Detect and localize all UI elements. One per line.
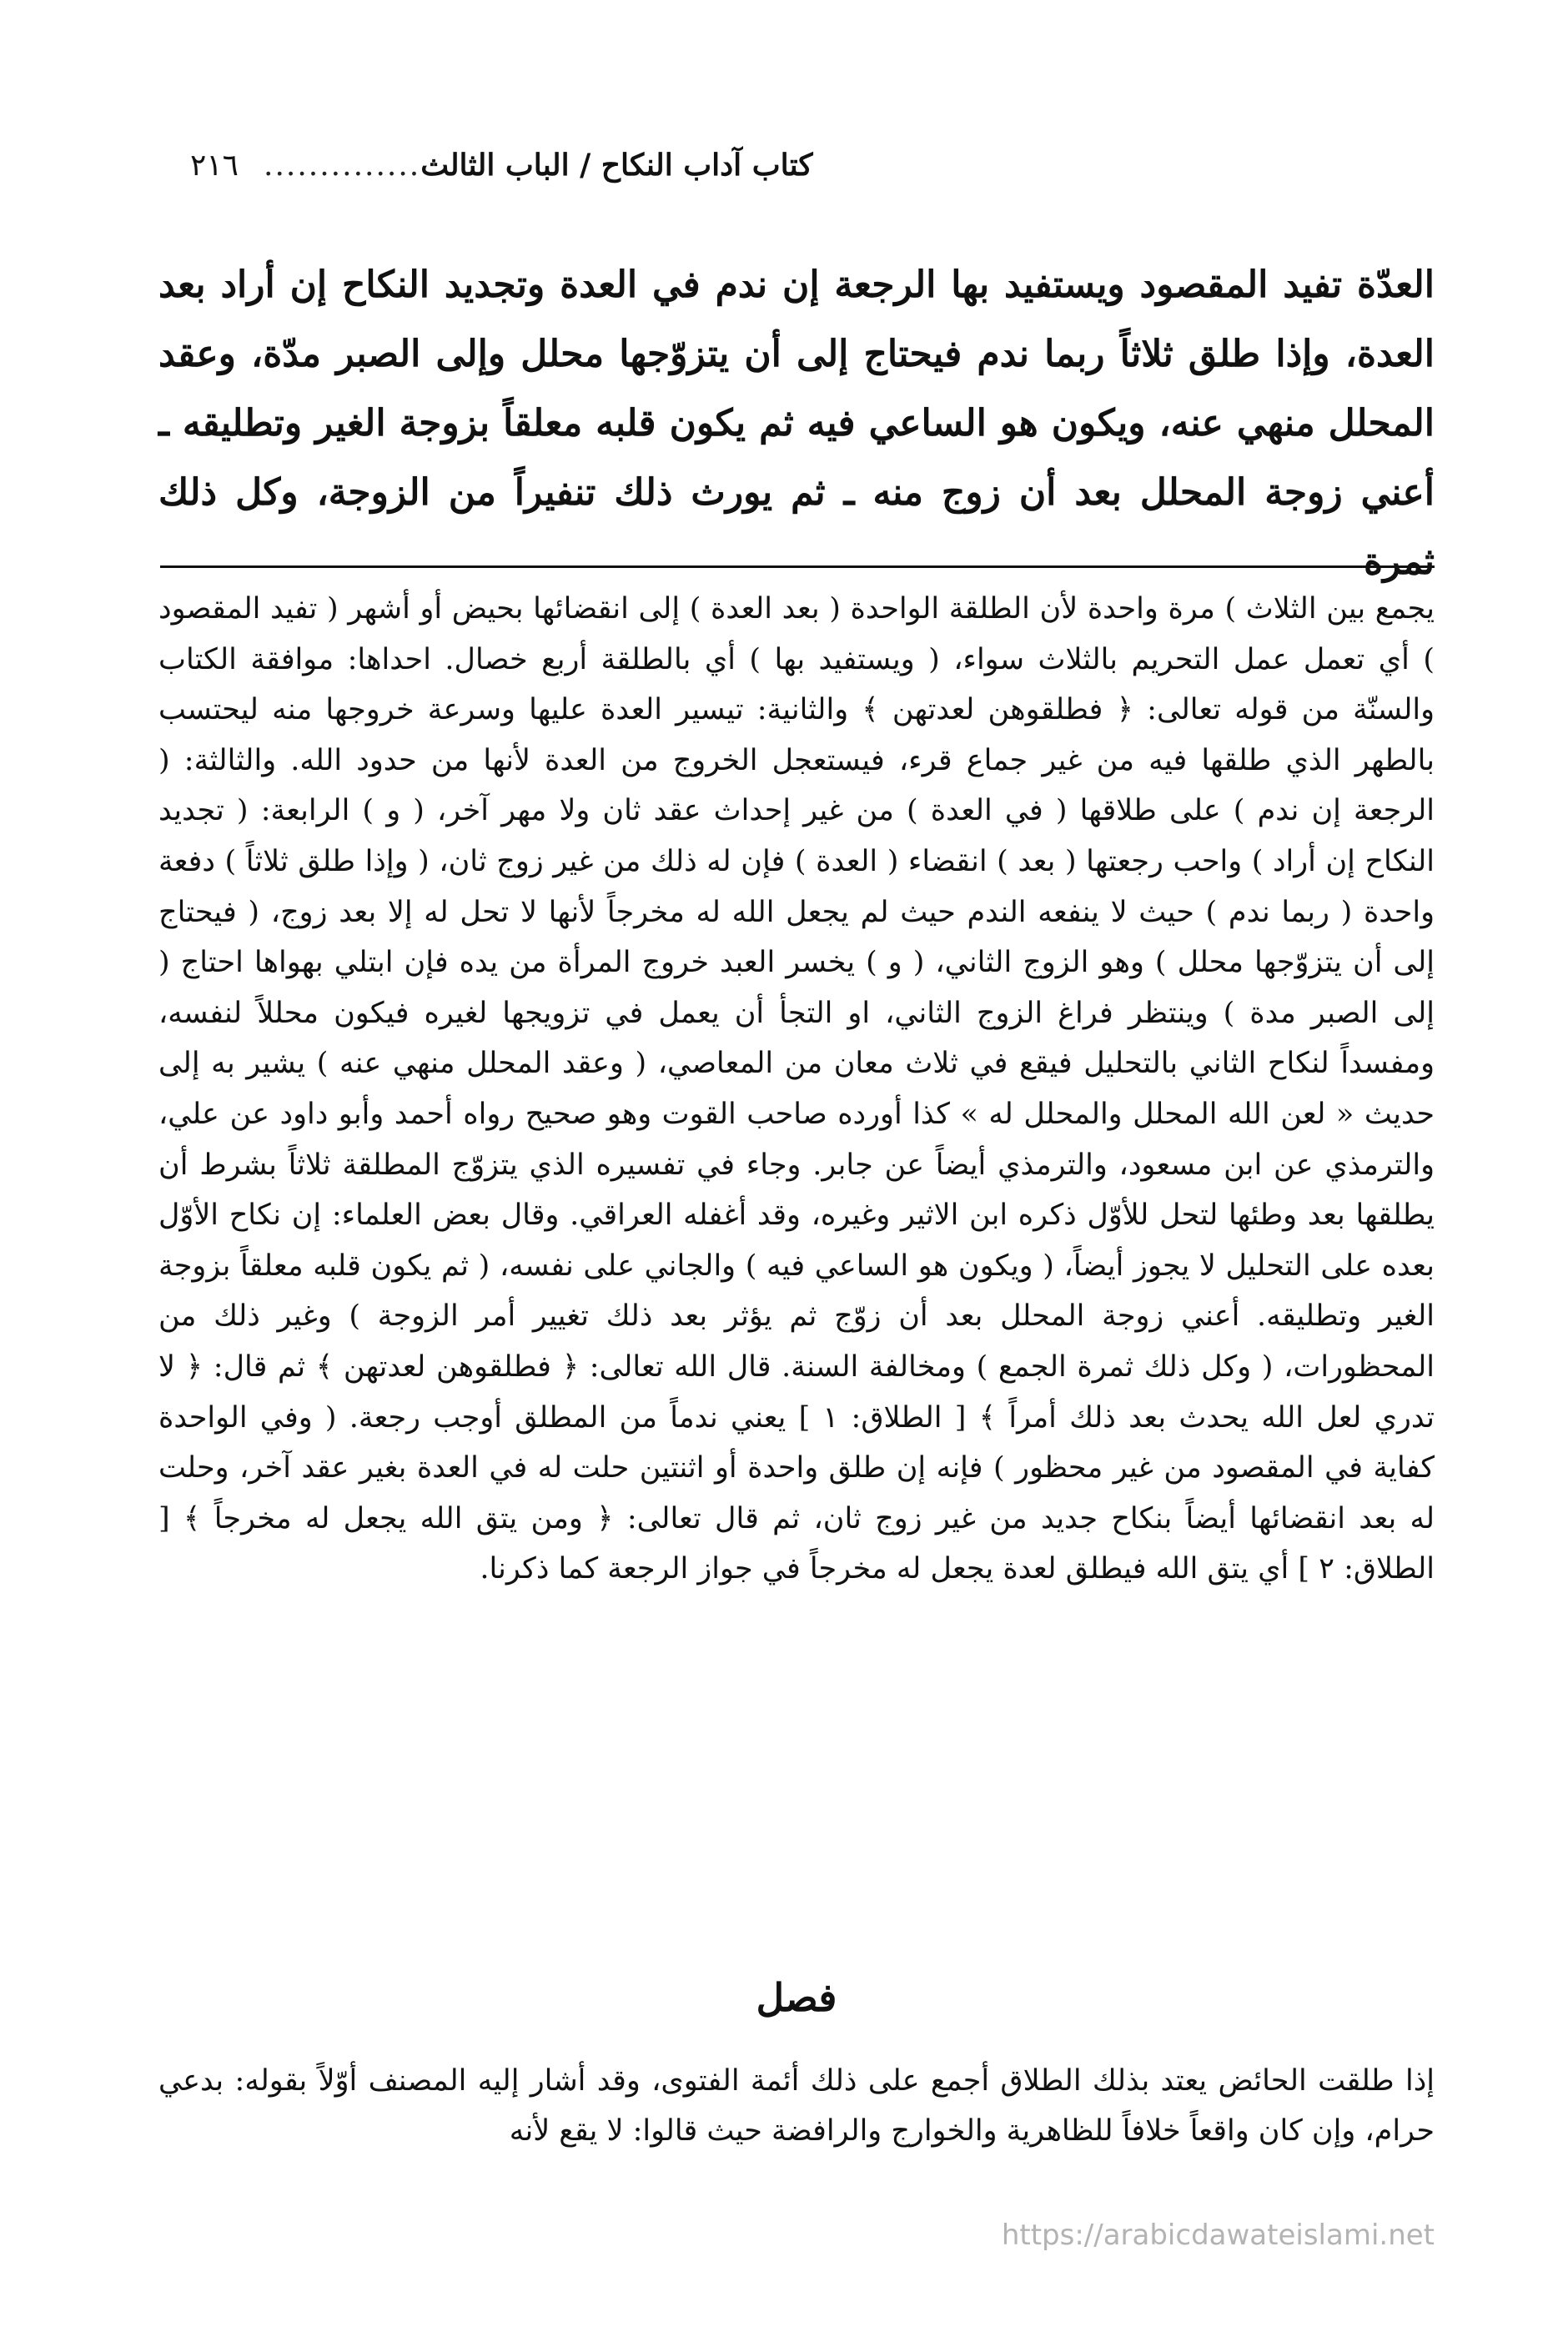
main-paragraph: العدّة تفيد المقصود ويستفيد بها الرجعة إن ندم في العدة وتجديد النكاح إن أراد بعد العدة، وإذا طلق ثلاثاً ربما ندم فيحتاج إلى أن يتزوّجها محلل وإلى الصبر مدّة، وعقد المحلل منهي عنه، ويكون هو الساعي فيه ثم يكون قلبه معلقاً بزوجة الغير وتطليقه ـ أعني زوجة المحلل بعد أن زوج منه ـ ثم يورث ذلك تنفيراً من الزوجة، وكل ذلك ثمرة	[158, 264, 1435, 583]
running-title: كتاب آداب النكاح / الباب الثالث	[420, 148, 813, 183]
page-number: ٢١٦	[190, 148, 239, 183]
section-heading: فصل	[756, 1975, 837, 2020]
commentary-paragraph: يجمع بين الثلاث ) مرة واحدة لأن الطلقة الواحدة ( بعد العدة ) إلى انقضائها بحيض أو أشهر ( تفيد المقصود ) أي تعمل عمل التحريم بالثلاث سواء، ( ويستفيد بها ) أي بالطلقة أربع خصال. احداها: موافقة الكتاب والسنّة من قوله تعالى: ﴿ فطلقوهن لعدتهن ﴾ والثانية: تيسير العدة عليها وسرعة خروجها منه ليحتسب بالطهر الذي طلقها فيه من غير جماع قرء، فيستعجل الخروج من العدة لأنها من حدود الله. والثالثة: ( الرجعة إن ندم ) على طلاقها ( في العدة ) من غير إحداث عقد ثان ولا مهر آخر، ( و ) الرابعة: ( تجديد النكاح إن أراد ) واحب رجعتها ( بعد ) انقضاء ( العدة ) فإن له ذلك من غير زوج ثان، ( وإذا طلق ثلاثاً ) دفعة واحدة ( ربما ندم ) حيث لا ينفعه الندم حيث لم يجعل الله له مخرجاً لأنها لا تحل له إلا بعد زوج، ( فيحتاج إلى أن يتزوّجها محلل ) وهو الزوج الثاني، ( و ) يخسر العبد خروج المرأة من يده فإن ابتلي بهواها احتاج ( إلى الصبر مدة ) وينتظر فراغ الزوج الثاني، او التجأ أن يعمل في تزويجها لغيره فيكون محللاً لنفسه، ومفسداً لنكاح الثاني بالتحليل فيقع في ثلاث معان من المعاصي، ( وعقد المحلل منهي عنه ) يشير به إلى حديث « لعن الله المحلل والمحلل له » كذا أورده صاحب القوت وهو صحيح رواه أحمد وأبو داود عن علي، والترمذي عن ابن مسعود، والترمذي أيضاً عن جابر. وجاء في تفسيره الذي يتزوّج المطلقة ثلاثاً بشرط أن يطلقها بعد وطئها لتحل للأوّل ذكره ابن الاثير وغيره، وقد أغفله العراقي. وقال بعض العلماء: إن نكاح الأوّل بعده على التحليل لا يجوز أيضاً، ( ويكون هو الساعي فيه ) والجاني على نفسه، ( ثم يكون قلبه معلقاً بزوجة الغير وتطليقه. أعني زوجة المحلل بعد أن زوّج ثم يؤثر بعد ذلك تغيير أمر الزوجة ) وغير ذلك من المحظورات، ( وكل ذلك ثمرة الجمع ) ومخالفة السنة. قال الله تعالى: ﴿ فطلقوهن لعدتهن ﴾ ثم قال: ﴿ لا تدري لعل الله يحدث بعد ذلك أمراً ﴾ [ الطلاق: ١ ] يعني ندماً من المطلق أوجب رجعة. ( وفي الواحدة كفاية في المقصود من غير محظور ) فإنه إن طلق واحدة أو اثنتين حلت له في العدة بغير عقد آخر، وحلت له بعد انقضائها أيضاً بنكاح جديد من غير زوج ثان، ثم قال تعالى: ﴿ ومن يتق الله يجعل له مخرجاً ﴾ [ الطلاق: ٢ ] أي يتق الله فيطلق لعدة يجعل له مخرجاً في جواز الرجعة كما ذكرنا.	[158, 592, 1435, 1586]
main-text-block	[158, 250, 1435, 596]
watermark-url: https://arabicdawateislami.net	[1001, 2219, 1435, 2252]
section-body	[158, 2056, 1435, 2156]
section-paragraph: إذا طلقت الحائض يعتد بذلك الطلاق أجمع على ذلك أئمة الفتوى، وقد أشار إليه المصنف أوّلاً بقوله: بدعي حرام، وإن كان واقعاً خلافاً للظاهرية والخوارج والرافضة حيث قالوا: لا يقع لأنه	[158, 2064, 1435, 2148]
header-dot-leader: ..............	[264, 148, 421, 183]
page-header	[150, 140, 1435, 190]
footnote-divider	[160, 565, 1435, 568]
commentary-block	[158, 584, 1435, 1595]
